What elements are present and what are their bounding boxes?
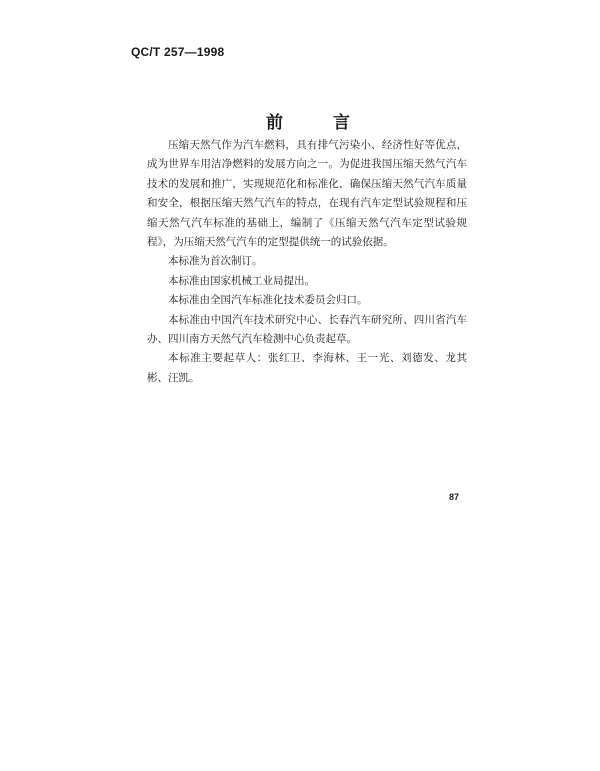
paragraph-drafting-units: 本标准由中国汽车技术研究中心、长春汽车研究所、四川省汽车办、四川南方天然气汽车检测中心负责起草。: [147, 313, 467, 346]
page-number: 87: [449, 492, 460, 502]
section-title: 前言: [266, 113, 350, 133]
paragraph-drafters: 本标准主要起草人：张红卫、李海林、王一光、刘德发、龙其彬、汪凯。: [147, 352, 467, 384]
foreword-body: [147, 136, 467, 388]
paragraph-proposer: 本标准由国家机械工业局提出。: [168, 274, 315, 287]
paragraph-first-edition: 本标准为首次制订。: [168, 255, 263, 268]
paragraph-intro: 压缩天然气作为汽车燃料，具有排气污染小、经济性好等优点，成为世界车用洁净燃料的发展方向之一。为促进我国压缩天然气汽车技术的发展和推广，实现规范化和标准化，确保压缩天然气汽车质量和安全，根据压缩天然气汽车的特点，在现有汽车定型试验规程和压缩天然气汽车标准的基础上，编制了《压缩天然气汽车定型试验规程》，为压缩天然气汽车的定型提供统一的试验依据。: [147, 139, 467, 249]
standard-code: QC/T 257—1998: [131, 45, 225, 59]
paragraph-committee: 本标准由全国汽车标准化技术委员会归口。: [168, 294, 368, 307]
